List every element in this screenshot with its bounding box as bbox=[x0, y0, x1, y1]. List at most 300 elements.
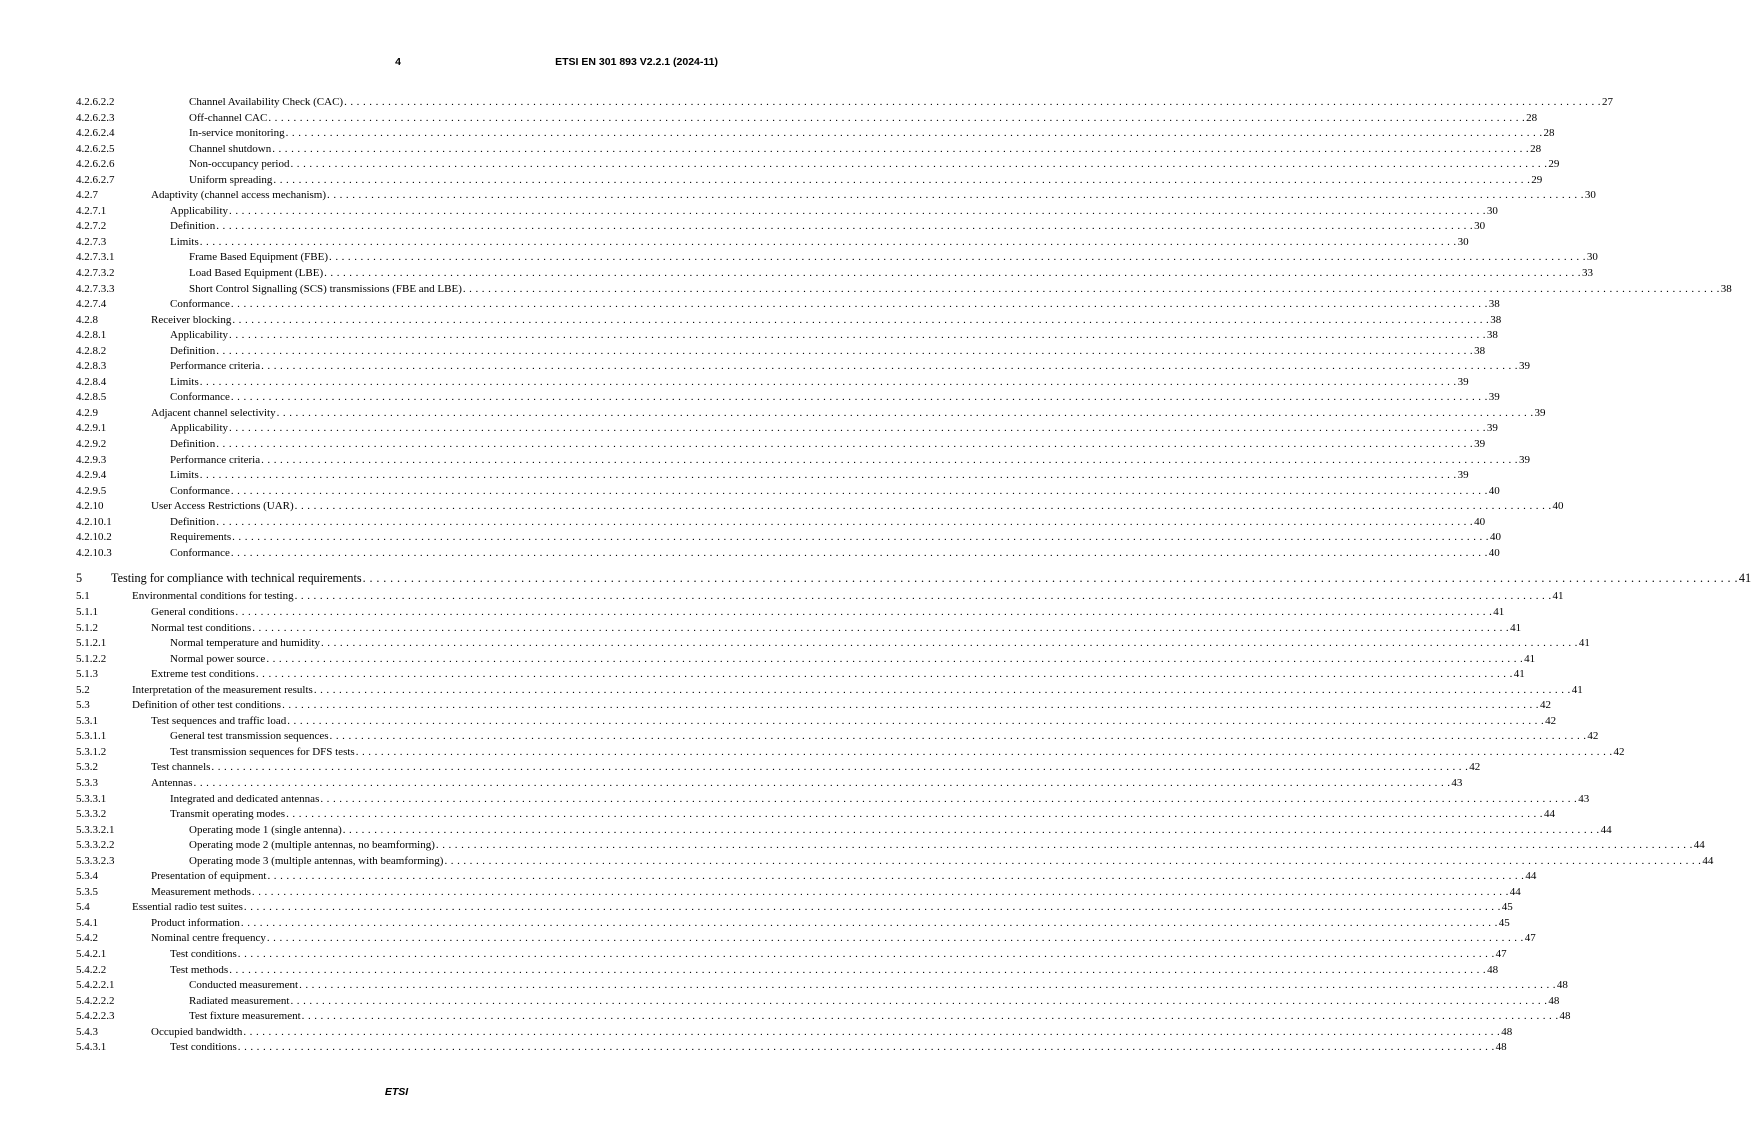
toc-entry-text bbox=[170, 453, 1530, 469]
toc-section-title: Normal test conditions bbox=[151, 621, 252, 637]
toc-entry[interactable] bbox=[76, 605, 1505, 621]
toc-page-number: 48 bbox=[1495, 1040, 1507, 1056]
toc-section-number: 5.1.2.1 bbox=[76, 637, 107, 650]
toc-entry[interactable] bbox=[76, 453, 1530, 469]
toc-section-title: Performance criteria bbox=[170, 453, 261, 469]
toc-section-number: 4.2.8.2 bbox=[76, 344, 107, 357]
toc-dot-leader: . . . . . . . . . . . . . . . . . . . . . . . . . . . . . . . . . . . . . . . . . . . . . . . . . . . . . . . . . . . . . . . . . . . . . . . . . . . . . . . . . . . . . . . . . . . . . . . . . . . . . . . . . . . . . . . . . . . . . . . . . . . . . . . . . . . . . . . . . . . . . . . . . . . . . . . . . . . . . . . . . . . . . . . . . . . . . . . . . . . . . . . . . . . . . . . . . . . . . . . . bbox=[266, 652, 1524, 665]
toc-entry[interactable] bbox=[76, 760, 1481, 776]
toc-page-number: 43 bbox=[1450, 776, 1462, 792]
toc-section-number: 5.3.5 bbox=[76, 885, 98, 898]
toc-section-title: Test methods bbox=[170, 963, 229, 979]
toc-dot-leader: . . . . . . . . . . . . . . . . . . . . . . . . . . . . . . . . . . . . . . . . . . . . . . . . . . . . . . . . . . . . . . . . . . . . . . . . . . . . . . . . . . . . . . . . . . . . . . . . . . . . . . . . . . . . . . . . . . . . . . . . . . . . . . . . . . . . . . . . . . . . . . . . . . . . . . . . . . . . . . . . . . . . . . . . . . . . . . . . . . . . . . . . . . . . . . . . . . . . . . . . bbox=[299, 979, 1556, 992]
toc-section-number: 5.3.4 bbox=[76, 870, 98, 883]
toc-entry[interactable] bbox=[76, 900, 1513, 916]
toc-entry[interactable] bbox=[76, 776, 1463, 792]
toc-dot-leader: . . . . . . . . . . . . . . . . . . . . . . . . . . . . . . . . . . . . . . . . . . . . . . . . . . . . . . . . . . . . . . . . . . . . . . . . . . . . . . . . . . . . . . . . . . . . . . . . . . . . . . . . . . . . . . . . . . . . . . . . . . . . . . . . . . . . . . . . . . . . . . . . . . . . . . . . . . . . . . . . . . . . . . . . . . . . . . . . . . . . . . . . . . . . . . . . . . . . . . . . bbox=[282, 699, 1539, 712]
toc-dot-leader: . . . . . . . . . . . . . . . . . . . . . . . . . . . . . . . . . . . . . . . . . . . . . . . . . . . . . . . . . . . . . . . . . . . . . . . . . . . . . . . . . . . . . . . . . . . . . . . . . . . . . . . . . . . . . . . . . . . . . . . . . . . . . . . . . . . . . . . . . . . . . . . . . . . . . . . . . . . . . . . . . . . . . . . . . . . . . . . . . . . . . . . . . . . . . . . . . . . . . . . . bbox=[294, 500, 1552, 513]
toc-page-number: 43 bbox=[1577, 792, 1589, 808]
toc-section-number: 4.2.6.2.2 bbox=[76, 96, 115, 108]
toc-entry-text bbox=[170, 636, 1590, 652]
toc-section-title: Environmental conditions for testing bbox=[132, 589, 295, 605]
toc-section-title: Operating mode 1 (single antenna) bbox=[189, 823, 343, 839]
toc-page-number: 28 bbox=[1525, 111, 1537, 127]
toc-entry[interactable] bbox=[76, 328, 1498, 344]
toc-section-number: 4.2.6.2.5 bbox=[76, 142, 115, 155]
toc-entry-text bbox=[132, 683, 1583, 699]
toc-page-number: 42 bbox=[1539, 698, 1551, 714]
toc-section-number: 4.2.6.2.3 bbox=[76, 111, 115, 124]
toc-page-number: 29 bbox=[1547, 157, 1559, 173]
toc-page-number: 40 bbox=[1552, 499, 1564, 515]
toc-entry-text bbox=[132, 589, 1564, 605]
toc-entry[interactable] bbox=[76, 111, 1538, 127]
toc-entry[interactable] bbox=[76, 437, 1486, 453]
toc-section-title: Non-occupancy period bbox=[189, 157, 291, 173]
toc-entry[interactable] bbox=[76, 652, 1536, 668]
toc-entry[interactable] bbox=[76, 729, 1599, 745]
toc-section-number: 5.1 bbox=[76, 590, 90, 603]
toc-section-title: Test conditions bbox=[170, 947, 238, 963]
toc-section-title: Uniform spreading bbox=[189, 173, 273, 189]
toc-section-title: Conformance bbox=[170, 297, 231, 313]
toc-dot-leader: . . . . . . . . . . . . . . . . . . . . . . . . . . . . . . . . . . . . . . . . . . . . . . . . . . . . . . . . . . . . . . . . . . . . . . . . . . . . . . . . . . . . . . . . . . . . . . . . . . . . . . . . . . . . . . . . . . . . . . . . . . . . . . . . . . . . . . . . . . . . . . . . . . . . . . . . . . . . . . . . . . . . . . . . . . . . . . . . . . . . . . . . . . . . . . . . . . . . . . . . bbox=[268, 111, 1526, 124]
toc-page-number: 39 bbox=[1533, 406, 1545, 422]
toc-dot-leader: . . . . . . . . . . . . . . . . . . . . . . . . . . . . . . . . . . . . . . . . . . . . . . . . . . . . . . . . . . . . . . . . . . . . . . . . . . . . . . . . . . . . . . . . . . . . . . . . . . . . . . . . . . . . . . . . . . . . . . . . . . . . . . . . . . . . . . . . . . . . . . . . . . . . . . . . . . . . . . . . . . . . . . . . . . . . . . . . . . . . . . . . . . . . . . . . . . . . . . . . bbox=[290, 994, 1548, 1007]
toc-entry[interactable] bbox=[76, 963, 1499, 979]
toc-section-number: 4.2.8.3 bbox=[76, 360, 107, 373]
toc-entry[interactable] bbox=[76, 499, 1564, 515]
toc-entry-text bbox=[170, 515, 1486, 531]
toc-dot-leader: . . . . . . . . . . . . . . . . . . . . . . . . . . . . . . . . . . . . . . . . . . . . . . . . . . . . . . . . . . . . . . . . . . . . . . . . . . . . . . . . . . . . . . . . . . . . . . . . . . . . . . . . . . . . . . . . . . . . . . . . . . . . . . . . . . . . . . . . . . . . . . . . . . . . . . . . . . . . . . . . . . . . . . . . . . . . . . . . . . . . . . . . . . . . . . . . . . . . . . . . bbox=[232, 531, 1489, 544]
toc-section-title: Test transmission sequences for DFS tests bbox=[170, 745, 356, 761]
toc-page-number: 41 bbox=[1509, 621, 1521, 637]
toc-section-title: Adjacent channel selectivity bbox=[151, 406, 277, 422]
toc-section-number: 4.2.7.3 bbox=[76, 235, 107, 248]
toc-dot-leader: . . . . . . . . . . . . . . . . . . . . . . . . . . . . . . . . . . . . . . . . . . . . . . . . . . . . . . . . . . . . . . . . . . . . . . . . . . . . . . . . . . . . . . . . . . . . . . . . . . . . . . . . . . . . . . . . . . . . . . . . . . . . . . . . . . . . . . . . . . . . . . . . . . . . . . . . . . . . . . . . . . . . . . . . . . . . . . . . . . . . . . . . . . . . . . . . . . . . . . . . bbox=[232, 313, 1490, 326]
toc-section-number: 4.2.8 bbox=[76, 313, 98, 326]
toc-section-title: Short Control Signalling (SCS) transmissions (FBE and LBE) bbox=[189, 282, 463, 298]
toc-section-title: Receiver blocking bbox=[151, 313, 232, 329]
toc-entry[interactable] bbox=[76, 484, 1500, 500]
toc-dot-leader: . . . . . . . . . . . . . . . . . . . . . . . . . . . . . . . . . . . . . . . . . . . . . . . . . . . . . . . . . . . . . . . . . . . . . . . . . . . . . . . . . . . . . . . . . . . . . . . . . . . . . . . . . . . . . . . . . . . . . . . . . . . . . . . . . . . . . . . . . . . . . . . . . . . . . . . . . . . . . . . . . . . . . . . . . . . . . . . . . . . . . . . . . . . . . . . . . . . . . . . . bbox=[230, 391, 1488, 404]
toc-page-number: 42 bbox=[1468, 760, 1480, 776]
toc-section-title: Load Based Equipment (LBE) bbox=[189, 266, 324, 282]
toc-entry-text bbox=[170, 745, 1625, 761]
toc-section-number: 4.2.6.2.4 bbox=[76, 127, 115, 140]
toc-section-number: 5.3.1.2 bbox=[76, 745, 107, 758]
toc-entry[interactable] bbox=[76, 297, 1500, 313]
toc-entry-text bbox=[151, 188, 1596, 204]
toc-section-title: Normal power source bbox=[170, 652, 266, 668]
toc-entry[interactable] bbox=[76, 530, 1501, 546]
toc-entry-text bbox=[170, 807, 1555, 823]
toc-dot-leader: . . . . . . . . . . . . . . . . . . . . . . . . . . . . . . . . . . . . . . . . . . . . . . . . . . . . . . . . . . . . . . . . . . . . . . . . . . . . . . . . . . . . . . . . . . . . . . . . . . . . . . . . . . . . . . . . . . . . . . . . . . . . . . . . . . . . . . . . . . . . . . . . . . . . . . . . . . . . . . . . . . . . . . . . . . . . . . . . . . . . . . . . . . . . . . . . . . . . . . . . bbox=[199, 375, 1457, 388]
toc-dot-leader: . . . . . . . . . . . . . . . . . . . . . . . . . . . . . . . . . . . . . . . . . . . . . . . . . . . . . . . . . . . . . . . . . . . . . . . . . . . . . . . . . . . . . . . . . . . . . . . . . . . . . . . . . . . . . . . . . . . . . . . . . . . . . . . . . . . . . . . . . . . . . . . . . . . . . . . . . . . . . . . . . . . . . . . . . . . . . . . . . . . . . . . . . . . . . . . . . . . . . . . . bbox=[229, 963, 1487, 976]
toc-section-number: 5.3.2 bbox=[76, 761, 98, 774]
toc-section-title: Adaptivity (channel access mechanism) bbox=[151, 188, 327, 204]
toc-entry[interactable] bbox=[76, 792, 1590, 808]
toc-page-number: 38 bbox=[1486, 328, 1498, 344]
toc-dot-leader: . . . . . . . . . . . . . . . . . . . . . . . . . . . . . . . . . . . . . . . . . . . . . . . . . . . . . . . . . . . . . . . . . . . . . . . . . . . . . . . . . . . . . . . . . . . . . . . . . . . . . . . . . . . . . . . . . . . . . . . . . . . . . . . . . . . . . . . . . . . . . . . . . . . . . . . . . . . . . . . . . . . . . . . . . . . . . . . . . . . . . . . . . . . . . . . . . . . . . . . . bbox=[230, 298, 1488, 311]
toc-page-number: 30 bbox=[1586, 250, 1598, 266]
toc-dot-leader: . . . . . . . . . . . . . . . . . . . . . . . . . . . . . . . . . . . . . . . . . . . . . . . . . . . . . . . . . . . . . . . . . . . . . . . . . . . . . . . . . . . . . . . . . . . . . . . . . . . . . . . . . . . . . . . . . . . . . . . . . . . . . . . . . . . . . . . . . . . . . . . . . . . . . . . . . . . . . . . . . . . . . . . . . . . . . . . . . . . . . . . . . . . . . . . . . . . . . . . . bbox=[216, 220, 1474, 233]
toc-entry[interactable] bbox=[76, 1040, 1507, 1056]
toc-dot-leader: . . . . . . . . . . . . . . . . . . . . . . . . . . . . . . . . . . . . . . . . . . . . . . . . . . . . . . . . . . . . . . . . . . . . . . . . . . . . . . . . . . . . . . . . . . . . . . . . . . . . . . . . . . . . . . . . . . . . . . . . . . . . . . . . . . . . . . . . . . . . . . . . . . . . . . . . . . . . . . . . . . . . . . . . . . . . . . . . . . . . . . . . . . . . . . . . . . . . . . . . bbox=[229, 204, 1486, 217]
toc-dot-leader: . . . . . . . . . . . . . . . . . . . . . . . . . . . . . . . . . . . . . . . . . . . . . . . . . . . . . . . . . . . . . . . . . . . . . . . . . . . . . . . . . . . . . . . . . . . . . . . . . . . . . . . . . . . . . . . . . . . . . . . . . . . . . . . . . . . . . . . . . . . . . . . . . . . . . . . . . . . . . . . . . . . . . . . . . . . . . . . . . . . . . . . . . . . . . . . . . . . . . . . . bbox=[229, 422, 1486, 435]
toc-entry-text bbox=[189, 994, 1560, 1010]
toc-page-number: 29 bbox=[1530, 173, 1542, 189]
toc-page-number: 30 bbox=[1457, 235, 1469, 251]
toc-section-title: Off-channel CAC bbox=[189, 111, 268, 127]
toc-section-title: Channel shutdown bbox=[189, 142, 272, 158]
toc-entry-text bbox=[132, 900, 1513, 916]
toc-dot-leader: . . . . . . . . . . . . . . . . . . . . . . . . . . . . . . . . . . . . . . . . . . . . . . . . . . . . . . . . . . . . . . . . . . . . . . . . . . . . . . . . . . . . . . . . . . . . . . . . . . . . . . . . . . . . . . . . . . . . . . . . . . . . . . . . . . . . . . . . . . . . . . . . . . . . . . . . . . . . . . . . . . . . . . . . . . . . . . . . . . . . . . . . . . . . . . . . . . . . . . . . bbox=[301, 1010, 1559, 1023]
toc-entry[interactable] bbox=[76, 931, 1536, 947]
toc-entry[interactable] bbox=[76, 468, 1469, 484]
toc-entry[interactable] bbox=[76, 546, 1500, 562]
toc-section-number: 4.2.6.2.7 bbox=[76, 173, 115, 186]
toc-page-number: 38 bbox=[1720, 282, 1732, 298]
toc-page-number: 39 bbox=[1518, 359, 1530, 375]
toc-entry-text bbox=[151, 313, 1502, 329]
toc-dot-leader: . . . . . . . . . . . . . . . . . . . . . . . . . . . . . . . . . . . . . . . . . . . . . . . . . . . . . . . . . . . . . . . . . . . . . . . . . . . . . . . . . . . . . . . . . . . . . . . . . . . . . . . . . . . . . . . . . . . . . . . . . . . . . . . . . . . . . . . . . . . . . . . . . . . . . . . . . . . . . . . . . . . . . . . . . . . . . . . . . . . . . . . . . . . . . . . . . . . . . . . . bbox=[462, 282, 1720, 295]
toc-section-number: 5.4.3 bbox=[76, 1025, 98, 1038]
toc-page-number: 42 bbox=[1544, 714, 1556, 730]
toc-dot-leader: . . . . . . . . . . . . . . . . . . . . . . . . . . . . . . . . . . . . . . . . . . . . . . . . . . . . . . . . . . . . . . . . . . . . . . . . . . . . . . . . . . . . . . . . . . . . . . . . . . . . . . . . . . . . . . . . . . . . . . . . . . . . . . . . . . . . . . . . . . . . . . . . . . . . . . . . . . . . . . . . . . . . . . . . . . . . . . . . . . . . . . . . . . . . . . . . . . . . . . . . bbox=[362, 571, 1738, 586]
toc-entry-text bbox=[151, 760, 1481, 776]
toc-entry[interactable] bbox=[76, 683, 1583, 699]
document-identifier: ETSI EN 301 893 V2.2.1 (2024-11) bbox=[555, 56, 718, 68]
toc-entry[interactable] bbox=[76, 978, 1568, 994]
toc-entry-text bbox=[189, 95, 1613, 111]
toc-entry[interactable] bbox=[76, 235, 1469, 251]
toc-section-title: Interpretation of the measurement results bbox=[132, 683, 314, 699]
toc-dot-leader: . . . . . . . . . . . . . . . . . . . . . . . . . . . . . . . . . . . . . . . . . . . . . . . . . . . . . . . . . . . . . . . . . . . . . . . . . . . . . . . . . . . . . . . . . . . . . . . . . . . . . . . . . . . . . . . . . . . . . . . . . . . . . . . . . . . . . . . . . . . . . . . . . . . . . . . . . . . . . . . . . . . . . . . . . . . . . . . . . . . . . . . . . . . . . . . . . . . . . . . . bbox=[320, 792, 1578, 805]
toc-dot-leader: . . . . . . . . . . . . . . . . . . . . . . . . . . . . . . . . . . . . . . . . . . . . . . . . . . . . . . . . . . . . . . . . . . . . . . . . . . . . . . . . . . . . . . . . . . . . . . . . . . . . . . . . . . . . . . . . . . . . . . . . . . . . . . . . . . . . . . . . . . . . . . . . . . . . . . . . . . . . . . . . . . . . . . . . . . . . . . . . . . . . . . . . . . . . . . . . . . . . . . . . bbox=[344, 96, 1601, 108]
toc-section-title: In-service monitoring bbox=[189, 126, 286, 142]
toc-section-title: Test channels bbox=[151, 760, 211, 776]
toc-section-title: Essential radio test suites bbox=[132, 900, 244, 916]
toc-page-number: 40 bbox=[1473, 515, 1485, 531]
toc-section-number: 5.4 bbox=[76, 901, 90, 914]
toc-entry[interactable] bbox=[76, 745, 1625, 761]
toc-entry[interactable] bbox=[76, 621, 1522, 637]
toc-dot-leader: . . . . . . . . . . . . . . . . . . . . . . . . . . . . . . . . . . . . . . . . . . . . . . . . . . . . . . . . . . . . . . . . . . . . . . . . . . . . . . . . . . . . . . . . . . . . . . . . . . . . . . . . . . . . . . . . . . . . . . . . . . . . . . . . . . . . . . . . . . . . . . . . . . . . . . . . . . . . . . . . . . . . . . . . . . . . . . . . . . . . . . . . . . . . . . . . . . . . . . . . bbox=[216, 344, 1474, 357]
toc-section-title: Definition of other test conditions bbox=[132, 698, 282, 714]
toc-entry[interactable] bbox=[76, 344, 1486, 360]
toc-section-number: 5.3.3.2 bbox=[76, 808, 107, 821]
toc-page-number: 40 bbox=[1489, 530, 1501, 546]
toc-entry[interactable] bbox=[76, 698, 1551, 714]
toc-entry[interactable] bbox=[76, 219, 1486, 235]
toc-section-title: Applicability bbox=[170, 328, 229, 344]
toc-page-number: 39 bbox=[1473, 437, 1485, 453]
toc-entry[interactable] bbox=[76, 947, 1507, 963]
toc-section-number: 5.1.3 bbox=[76, 668, 98, 681]
toc-section-title: General conditions bbox=[151, 605, 235, 621]
toc-page-number: 47 bbox=[1524, 931, 1536, 947]
toc-page-number: 39 bbox=[1488, 390, 1500, 406]
toc-page-number: 39 bbox=[1457, 375, 1469, 391]
toc-section-number: 4.2.9.5 bbox=[76, 484, 107, 497]
toc-dot-leader: . . . . . . . . . . . . . . . . . . . . . . . . . . . . . . . . . . . . . . . . . . . . . . . . . . . . . . . . . . . . . . . . . . . . . . . . . . . . . . . . . . . . . . . . . . . . . . . . . . . . . . . . . . . . . . . . . . . . . . . . . . . . . . . . . . . . . . . . . . . . . . . . . . . . . . . . . . . . . . . . . . . . . . . . . . . . . . . . . . . . . . . . . . . . . . . . . . . . . . . . bbox=[342, 823, 1600, 836]
toc-entry-text bbox=[170, 546, 1500, 562]
toc-section-number: 4.2.9.4 bbox=[76, 469, 107, 482]
toc-entry[interactable] bbox=[76, 667, 1525, 683]
toc-section-number: 5.3.3.2.2 bbox=[76, 839, 115, 852]
toc-entry[interactable] bbox=[76, 589, 1564, 605]
toc-entry-text bbox=[170, 437, 1486, 453]
toc-section-title: Normal temperature and humidity bbox=[170, 636, 321, 652]
toc-entry[interactable] bbox=[76, 823, 1612, 839]
toc-page-number: 28 bbox=[1529, 142, 1541, 158]
toc-section-number: 5.3.3.2.3 bbox=[76, 854, 115, 867]
toc-section-title: General test transmission sequences bbox=[170, 729, 330, 745]
toc-page-number: 45 bbox=[1498, 916, 1510, 932]
toc-entry[interactable] bbox=[76, 1009, 1571, 1025]
page-number: 4 bbox=[395, 56, 401, 68]
toc-section-title: Antennas bbox=[151, 776, 194, 792]
toc-dot-leader: . . . . . . . . . . . . . . . . . . . . . . . . . . . . . . . . . . . . . . . . . . . . . . . . . . . . . . . . . . . . . . . . . . . . . . . . . . . . . . . . . . . . . . . . . . . . . . . . . . . . . . . . . . . . . . . . . . . . . . . . . . . . . . . . . . . . . . . . . . . . . . . . . . . . . . . . . . . . . . . . . . . . . . . . . . . . . . . . . . . . . . . . . . . . . . . . . . . . . . . . bbox=[216, 438, 1474, 451]
toc-entry-text bbox=[189, 838, 1705, 854]
toc-section-title: Operating mode 3 (multiple antennas, with beamforming) bbox=[189, 854, 444, 870]
toc-page-number: 48 bbox=[1500, 1025, 1512, 1041]
toc-section-title: Limits bbox=[170, 235, 200, 251]
toc-section-number: 5.3.1 bbox=[76, 714, 98, 727]
toc-dot-leader: . . . . . . . . . . . . . . . . . . . . . . . . . . . . . . . . . . . . . . . . . . . . . . . . . . . . . . . . . . . . . . . . . . . . . . . . . . . . . . . . . . . . . . . . . . . . . . . . . . . . . . . . . . . . . . . . . . . . . . . . . . . . . . . . . . . . . . . . . . . . . . . . . . . . . . . . . . . . . . . . . . . . . . . . . . . . . . . . . . . . . . . . . . . . . . . . . . . . . . . . bbox=[267, 870, 1525, 883]
toc-entry-text bbox=[132, 698, 1551, 714]
toc-section-number: 4.2.8.1 bbox=[76, 329, 107, 342]
toc-entry-text bbox=[189, 854, 1714, 870]
toc-section-number: 4.2.7.3.3 bbox=[76, 282, 115, 295]
toc-entry-text bbox=[170, 328, 1498, 344]
toc-dot-leader: . . . . . . . . . . . . . . . . . . . . . . . . . . . . . . . . . . . . . . . . . . . . . . . . . . . . . . . . . . . . . . . . . . . . . . . . . . . . . . . . . . . . . . . . . . . . . . . . . . . . . . . . . . . . . . . . . . . . . . . . . . . . . . . . . . . . . . . . . . . . . . . . . . . . . . . . . . . . . . . . . . . . . . . . . . . . . . . . . . . . . . . . . . . . . . . . . . . . . . . . bbox=[329, 730, 1587, 743]
toc-dot-leader: . . . . . . . . . . . . . . . . . . . . . . . . . . . . . . . . . . . . . . . . . . . . . . . . . . . . . . . . . . . . . . . . . . . . . . . . . . . . . . . . . . . . . . . . . . . . . . . . . . . . . . . . . . . . . . . . . . . . . . . . . . . . . . . . . . . . . . . . . . . . . . . . . . . . . . . . . . . . . . . . . . . . . . . . . . . . . . . . . . . . . . . . . . . . . . . . . . . . . . . . bbox=[229, 329, 1486, 342]
toc-page-number: 48 bbox=[1556, 978, 1568, 994]
toc-section-title: Integrated and dedicated antennas bbox=[170, 792, 320, 808]
toc-entry[interactable] bbox=[76, 807, 1555, 823]
toc-entry-text bbox=[189, 1009, 1571, 1025]
toc-entry[interactable] bbox=[76, 406, 1546, 422]
toc-section-title: Conducted measurement bbox=[189, 978, 299, 994]
toc-section-number: 4.2.8.4 bbox=[76, 375, 107, 388]
toc-section-title: Definition bbox=[170, 219, 216, 235]
toc-entry[interactable] bbox=[76, 173, 1543, 189]
toc-entry[interactable] bbox=[76, 375, 1469, 391]
toc-section-number: 5.3 bbox=[76, 699, 90, 712]
toc-section-number: 5.1.1 bbox=[76, 605, 98, 618]
toc-dot-leader: . . . . . . . . . . . . . . . . . . . . . . . . . . . . . . . . . . . . . . . . . . . . . . . . . . . . . . . . . . . . . . . . . . . . . . . . . . . . . . . . . . . . . . . . . . . . . . . . . . . . . . . . . . . . . . . . . . . . . . . . . . . . . . . . . . . . . . . . . . . . . . . . . . . . . . . . . . . . . . . . . . . . . . . . . . . . . . . . . . . . . . . . . . . . . . . . . . . . . . . . bbox=[290, 158, 1548, 171]
toc-entry-text bbox=[189, 823, 1612, 839]
toc-dot-leader: . . . . . . . . . . . . . . . . . . . . . . . . . . . . . . . . . . . . . . . . . . . . . . . . . . . . . . . . . . . . . . . . . . . . . . . . . . . . . . . . . . . . . . . . . . . . . . . . . . . . . . . . . . . . . . . . . . . . . . . . . . . . . . . . . . . . . . . . . . . . . . . . . . . . . . . . . . . . . . . . . . . . . . . . . . . . . . . . . . . . . . . . . . . . . . . . . . . . . . . . bbox=[435, 839, 1693, 852]
toc-dot-leader: . . . . . . . . . . . . . . . . . . . . . . . . . . . . . . . . . . . . . . . . . . . . . . . . . . . . . . . . . . . . . . . . . . . . . . . . . . . . . . . . . . . . . . . . . . . . . . . . . . . . . . . . . . . . . . . . . . . . . . . . . . . . . . . . . . . . . . . . . . . . . . . . . . . . . . . . . . . . . . . . . . . . . . . . . . . . . . . . . . . . . . . . . . . . . . . . . . . . . . . . bbox=[285, 127, 1543, 140]
toc-entry[interactable] bbox=[76, 636, 1590, 652]
toc-section-title: Definition bbox=[170, 437, 216, 453]
toc-entry-text bbox=[170, 344, 1486, 360]
toc-section-title: Test sequences and traffic load bbox=[151, 714, 287, 730]
toc-entry[interactable] bbox=[76, 157, 1560, 173]
toc-dot-leader: . . . . . . . . . . . . . . . . . . . . . . . . . . . . . . . . . . . . . . . . . . . . . . . . . . . . . . . . . . . . . . . . . . . . . . . . . . . . . . . . . . . . . . . . . . . . . . . . . . . . . . . . . . . . . . . . . . . . . . . . . . . . . . . . . . . . . . . . . . . . . . . . . . . . . . . . . . . . . . . . . . . . . . . . . . . . . . . . . . . . . . . . . . . . . . . . . . . . . . . . bbox=[193, 776, 1451, 789]
toc-entry-text bbox=[189, 142, 1542, 158]
toc-entry[interactable] bbox=[76, 313, 1502, 329]
toc-entry[interactable] bbox=[76, 188, 1596, 204]
toc-entry[interactable] bbox=[76, 266, 1593, 282]
toc-page-number: 39 bbox=[1518, 453, 1530, 469]
toc-entry[interactable] bbox=[76, 916, 1510, 932]
toc-section-title: Definition bbox=[170, 515, 216, 531]
toc-entry-text bbox=[189, 111, 1538, 127]
toc-dot-leader: . . . . . . . . . . . . . . . . . . . . . . . . . . . . . . . . . . . . . . . . . . . . . . . . . . . . . . . . . . . . . . . . . . . . . . . . . . . . . . . . . . . . . . . . . . . . . . . . . . . . . . . . . . . . . . . . . . . . . . . . . . . . . . . . . . . . . . . . . . . . . . . . . . . . . . . . . . . . . . . . . . . . . . . . . . . . . . . . . . . . . . . . . . . . . . . . . . . . . . . . bbox=[230, 484, 1488, 497]
toc-entry-text bbox=[170, 484, 1500, 500]
toc-entry[interactable] bbox=[76, 869, 1537, 885]
toc-section-title: Limits bbox=[170, 468, 200, 484]
toc-section-title: Channel Availability Check (CAC) bbox=[189, 95, 344, 111]
toc-section-number: 4.2.7 bbox=[76, 189, 98, 202]
toc-dot-leader: . . . . . . . . . . . . . . . . . . . . . . . . . . . . . . . . . . . . . . . . . . . . . . . . . . . . . . . . . . . . . . . . . . . . . . . . . . . . . . . . . . . . . . . . . . . . . . . . . . . . . . . . . . . . . . . . . . . . . . . . . . . . . . . . . . . . . . . . . . . . . . . . . . . . . . . . . . . . . . . . . . . . . . . . . . . . . . . . . . . . . . . . . . . . . . . . . . . . . . . . bbox=[251, 885, 1509, 898]
toc-section-title: Occupied bandwidth bbox=[151, 1025, 243, 1041]
toc-dot-leader: . . . . . . . . . . . . . . . . . . . . . . . . . . . . . . . . . . . . . . . . . . . . . . . . . . . . . . . . . . . . . . . . . . . . . . . . . . . . . . . . . . . . . . . . . . . . . . . . . . . . . . . . . . . . . . . . . . . . . . . . . . . . . . . . . . . . . . . . . . . . . . . . . . . . . . . . . . . . . . . . . . . . . . . . . . . . . . . . . . . . . . . . . . . . . . . . . . . . . . . . bbox=[355, 745, 1613, 758]
toc-entry-text bbox=[151, 605, 1505, 621]
toc-entry-text bbox=[189, 978, 1568, 994]
toc-dot-leader: . . . . . . . . . . . . . . . . . . . . . . . . . . . . . . . . . . . . . . . . . . . . . . . . . . . . . . . . . . . . . . . . . . . . . . . . . . . . . . . . . . . . . . . . . . . . . . . . . . . . . . . . . . . . . . . . . . . . . . . . . . . . . . . . . . . . . . . . . . . . . . . . . . . . . . . . . . . . . . . . . . . . . . . . . . . . . . . . . . . . . . . . . . . . . . . . . . . . . . . . bbox=[272, 142, 1530, 155]
toc-section-title: Conformance bbox=[170, 484, 231, 500]
toc-entry[interactable] bbox=[76, 421, 1498, 437]
toc-entry-text bbox=[151, 1025, 1513, 1041]
toc-entry[interactable] bbox=[76, 885, 1521, 901]
toc-entry[interactable] bbox=[76, 390, 1500, 406]
toc-entry[interactable] bbox=[76, 994, 1560, 1010]
toc-section-title: Transmit operating modes bbox=[170, 807, 286, 823]
toc-entry-text bbox=[151, 621, 1522, 637]
toc-entry-text bbox=[170, 792, 1590, 808]
toc-section-number: 5.4.2.2.3 bbox=[76, 1010, 115, 1023]
toc-dot-leader: . . . . . . . . . . . . . . . . . . . . . . . . . . . . . . . . . . . . . . . . . . . . . . . . . . . . . . . . . . . . . . . . . . . . . . . . . . . . . . . . . . . . . . . . . . . . . . . . . . . . . . . . . . . . . . . . . . . . . . . . . . . . . . . . . . . . . . . . . . . . . . . . . . . . . . . . . . . . . . . . . . . . . . . . . . . . . . . . . . . . . . . . . . . . . . . . . . . . . . . . bbox=[237, 947, 1495, 960]
toc-entry-text bbox=[151, 406, 1546, 422]
toc-section-number: 5.4.2.2 bbox=[76, 963, 107, 976]
toc-page-number: 44 bbox=[1600, 823, 1612, 839]
toc-dot-leader: . . . . . . . . . . . . . . . . . . . . . . . . . . . . . . . . . . . . . . . . . . . . . . . . . . . . . . . . . . . . . . . . . . . . . . . . . . . . . . . . . . . . . . . . . . . . . . . . . . . . . . . . . . . . . . . . . . . . . . . . . . . . . . . . . . . . . . . . . . . . . . . . . . . . . . . . . . . . . . . . . . . . . . . . . . . . . . . . . . . . . . . . . . . . . . . . . . . . . . . . bbox=[444, 854, 1702, 867]
toc-entry[interactable] bbox=[76, 854, 1714, 870]
toc-entry-text bbox=[151, 869, 1537, 885]
toc-section-number: 5.4.3.1 bbox=[76, 1041, 107, 1054]
toc-entry-text bbox=[170, 390, 1500, 406]
toc-section-number: 5.4.2.1 bbox=[76, 947, 107, 960]
toc-dot-leader: . . . . . . . . . . . . . . . . . . . . . . . . . . . . . . . . . . . . . . . . . . . . . . . . . . . . . . . . . . . . . . . . . . . . . . . . . . . . . . . . . . . . . . . . . . . . . . . . . . . . . . . . . . . . . . . . . . . . . . . . . . . . . . . . . . . . . . . . . . . . . . . . . . . . . . . . . . . . . . . . . . . . . . . . . . . . . . . . . . . . . . . . . . . . . . . . . . . . . . . . bbox=[199, 235, 1457, 248]
toc-section-number: 4.2.10.3 bbox=[76, 546, 112, 559]
toc-entry-text bbox=[189, 173, 1543, 189]
toc-entry-text bbox=[170, 729, 1599, 745]
toc-page-number: 41 bbox=[1571, 683, 1583, 699]
toc-entry[interactable] bbox=[76, 838, 1705, 854]
toc-section-title: Limits bbox=[170, 375, 200, 391]
toc-section-title: Measurement methods bbox=[151, 885, 252, 901]
toc-page-number: 38 bbox=[1489, 313, 1501, 329]
toc-page-number: 41 bbox=[1492, 605, 1504, 621]
toc-section-title: Operating mode 2 (multiple antennas, no beamforming) bbox=[189, 838, 436, 854]
toc-dot-leader: . . . . . . . . . . . . . . . . . . . . . . . . . . . . . . . . . . . . . . . . . . . . . . . . . . . . . . . . . . . . . . . . . . . . . . . . . . . . . . . . . . . . . . . . . . . . . . . . . . . . . . . . . . . . . . . . . . . . . . . . . . . . . . . . . . . . . . . . . . . . . . . . . . . . . . . . . . . . . . . . . . . . . . . . . . . . . . . . . . . . . . . . . . . . . . . . . . . . . . . . bbox=[235, 605, 1493, 618]
toc-entry[interactable] bbox=[76, 250, 1598, 266]
toc-section-number: 4.2.7.3.2 bbox=[76, 267, 115, 280]
toc-entry-text bbox=[170, 204, 1498, 220]
toc-dot-leader: . . . . . . . . . . . . . . . . . . . . . . . . . . . . . . . . . . . . . . . . . . . . . . . . . . . . . . . . . . . . . . . . . . . . . . . . . . . . . . . . . . . . . . . . . . . . . . . . . . . . . . . . . . . . . . . . . . . . . . . . . . . . . . . . . . . . . . . . . . . . . . . . . . . . . . . . . . . . . . . . . . . . . . . . . . . . . . . . . . . . . . . . . . . . . . . . . . . . . . . . bbox=[240, 916, 1498, 929]
toc-section-number: 5.3.3.1 bbox=[76, 792, 107, 805]
toc-dot-leader: . . . . . . . . . . . . . . . . . . . . . . . . . . . . . . . . . . . . . . . . . . . . . . . . . . . . . . . . . . . . . . . . . . . . . . . . . . . . . . . . . . . . . . . . . . . . . . . . . . . . . . . . . . . . . . . . . . . . . . . . . . . . . . . . . . . . . . . . . . . . . . . . . . . . . . . . . . . . . . . . . . . . . . . . . . . . . . . . . . . . . . . . . . . . . . . . . . . . . . . . bbox=[211, 761, 1469, 774]
toc-section-number: 4.2.7.3.1 bbox=[76, 251, 115, 264]
toc-section-number: 4.2.7.4 bbox=[76, 298, 107, 311]
toc-section-title: Nominal centre frequency bbox=[151, 931, 267, 947]
table-of-contents bbox=[76, 95, 1751, 1056]
toc-section-number: 5.3.3.2.1 bbox=[76, 823, 115, 836]
toc-section-title: User Access Restrictions (UAR) bbox=[151, 499, 295, 515]
toc-entry[interactable] bbox=[76, 282, 1732, 298]
toc-entry-text bbox=[151, 916, 1510, 932]
toc-section-title: Product information bbox=[151, 916, 241, 932]
toc-dot-leader: . . . . . . . . . . . . . . . . . . . . . . . . . . . . . . . . . . . . . . . . . . . . . . . . . . . . . . . . . . . . . . . . . . . . . . . . . . . . . . . . . . . . . . . . . . . . . . . . . . . . . . . . . . . . . . . . . . . . . . . . . . . . . . . . . . . . . . . . . . . . . . . . . . . . . . . . . . . . . . . . . . . . . . . . . . . . . . . . . . . . . . . . . . . . . . . . . . . . . . . . bbox=[199, 469, 1457, 482]
toc-entry-text bbox=[170, 297, 1500, 313]
toc-page-number: 30 bbox=[1486, 204, 1498, 220]
toc-page-number: 48 bbox=[1486, 963, 1498, 979]
toc-entry[interactable] bbox=[76, 142, 1542, 158]
toc-section-title: Radiated measurement bbox=[189, 994, 291, 1010]
toc-section-title: Requirements bbox=[170, 530, 232, 546]
toc-entry-text bbox=[151, 931, 1536, 947]
toc-dot-leader: . . . . . . . . . . . . . . . . . . . . . . . . . . . . . . . . . . . . . . . . . . . . . . . . . . . . . . . . . . . . . . . . . . . . . . . . . . . . . . . . . . . . . . . . . . . . . . . . . . . . . . . . . . . . . . . . . . . . . . . . . . . . . . . . . . . . . . . . . . . . . . . . . . . . . . . . . . . . . . . . . . . . . . . . . . . . . . . . . . . . . . . . . . . . . . . . . . . . . . . . bbox=[329, 251, 1586, 264]
toc-entry-text bbox=[189, 157, 1560, 173]
toc-entry[interactable] bbox=[76, 126, 1555, 142]
toc-entry[interactable] bbox=[76, 359, 1530, 375]
toc-section-title: Conformance bbox=[170, 546, 231, 562]
toc-entry[interactable] bbox=[76, 1025, 1513, 1041]
toc-section-title: Conformance bbox=[170, 390, 231, 406]
toc-section-number: 5.1.2 bbox=[76, 621, 98, 634]
toc-section-title: Performance criteria bbox=[170, 359, 261, 375]
toc-section-number: 4.2.9.3 bbox=[76, 453, 107, 466]
toc-section-number: 5.4.2.2.2 bbox=[76, 994, 115, 1007]
toc-dot-leader: . . . . . . . . . . . . . . . . . . . . . . . . . . . . . . . . . . . . . . . . . . . . . . . . . . . . . . . . . . . . . . . . . . . . . . . . . . . . . . . . . . . . . . . . . . . . . . . . . . . . . . . . . . . . . . . . . . . . . . . . . . . . . . . . . . . . . . . . . . . . . . . . . . . . . . . . . . . . . . . . . . . . . . . . . . . . . . . . . . . . . . . . . . . . . . . . . . . . . . . . bbox=[243, 901, 1501, 914]
toc-entry[interactable] bbox=[76, 515, 1486, 531]
toc-dot-leader: . . . . . . . . . . . . . . . . . . . . . . . . . . . . . . . . . . . . . . . . . . . . . . . . . . . . . . . . . . . . . . . . . . . . . . . . . . . . . . . . . . . . . . . . . . . . . . . . . . . . . . . . . . . . . . . . . . . . . . . . . . . . . . . . . . . . . . . . . . . . . . . . . . . . . . . . . . . . . . . . . . . . . . . . . . . . . . . . . . . . . . . . . . . . . . . . . . . . . . . . bbox=[243, 1025, 1501, 1038]
toc-dot-leader: . . . . . . . . . . . . . . . . . . . . . . . . . . . . . . . . . . . . . . . . . . . . . . . . . . . . . . . . . . . . . . . . . . . . . . . . . . . . . . . . . . . . . . . . . . . . . . . . . . . . . . . . . . . . . . . . . . . . . . . . . . . . . . . . . . . . . . . . . . . . . . . . . . . . . . . . . . . . . . . . . . . . . . . . . . . . . . . . . . . . . . . . . . . . . . . . . . . . . . . . bbox=[294, 590, 1552, 603]
toc-entry-text bbox=[170, 1040, 1507, 1056]
toc-page-number: 44 bbox=[1543, 807, 1555, 823]
toc-section-number: 5.4.1 bbox=[76, 916, 98, 929]
toc-entry-text bbox=[151, 714, 1557, 730]
toc-section-number: 4.2.7.1 bbox=[76, 204, 107, 217]
toc-entry[interactable] bbox=[76, 95, 1613, 111]
toc-page-number: 33 bbox=[1581, 266, 1593, 282]
toc-section-number: 4.2.9 bbox=[76, 406, 98, 419]
toc-dot-leader: . . . . . . . . . . . . . . . . . . . . . . . . . . . . . . . . . . . . . . . . . . . . . . . . . . . . . . . . . . . . . . . . . . . . . . . . . . . . . . . . . . . . . . . . . . . . . . . . . . . . . . . . . . . . . . . . . . . . . . . . . . . . . . . . . . . . . . . . . . . . . . . . . . . . . . . . . . . . . . . . . . . . . . . . . . . . . . . . . . . . . . . . . . . . . . . . . . . . . . . . bbox=[216, 515, 1474, 528]
toc-page-number: 30 bbox=[1584, 188, 1596, 204]
toc-entry[interactable] bbox=[76, 567, 1751, 589]
toc-section-number: 4.2.10.2 bbox=[76, 531, 112, 544]
toc-entry-text bbox=[151, 667, 1525, 683]
toc-entry[interactable] bbox=[76, 714, 1557, 730]
toc-entry[interactable] bbox=[76, 204, 1498, 220]
toc-dot-leader: . . . . . . . . . . . . . . . . . . . . . . . . . . . . . . . . . . . . . . . . . . . . . . . . . . . . . . . . . . . . . . . . . . . . . . . . . . . . . . . . . . . . . . . . . . . . . . . . . . . . . . . . . . . . . . . . . . . . . . . . . . . . . . . . . . . . . . . . . . . . . . . . . . . . . . . . . . . . . . . . . . . . . . . . . . . . . . . . . . . . . . . . . . . . . . . . . . . . . . . . bbox=[261, 360, 1518, 373]
toc-section-number: 4.2.8.5 bbox=[76, 391, 107, 404]
toc-section-title: Testing for compliance with technical requirements bbox=[111, 567, 363, 589]
toc-entry-text bbox=[111, 567, 1751, 589]
toc-dot-leader: . . . . . . . . . . . . . . . . . . . . . . . . . . . . . . . . . . . . . . . . . . . . . . . . . . . . . . . . . . . . . . . . . . . . . . . . . . . . . . . . . . . . . . . . . . . . . . . . . . . . . . . . . . . . . . . . . . . . . . . . . . . . . . . . . . . . . . . . . . . . . . . . . . . . . . . . . . . . . . . . . . . . . . . . . . . . . . . . . . . . . . . . . . . . . . . . . . . . . . . . bbox=[320, 637, 1578, 650]
toc-section-title: Test fixture measurement bbox=[189, 1009, 302, 1025]
toc-page-number: 48 bbox=[1547, 994, 1559, 1010]
toc-entry-text bbox=[170, 359, 1530, 375]
toc-entry-text bbox=[189, 282, 1732, 298]
toc-entry-text bbox=[151, 885, 1521, 901]
toc-page-number: 41 bbox=[1513, 667, 1525, 683]
